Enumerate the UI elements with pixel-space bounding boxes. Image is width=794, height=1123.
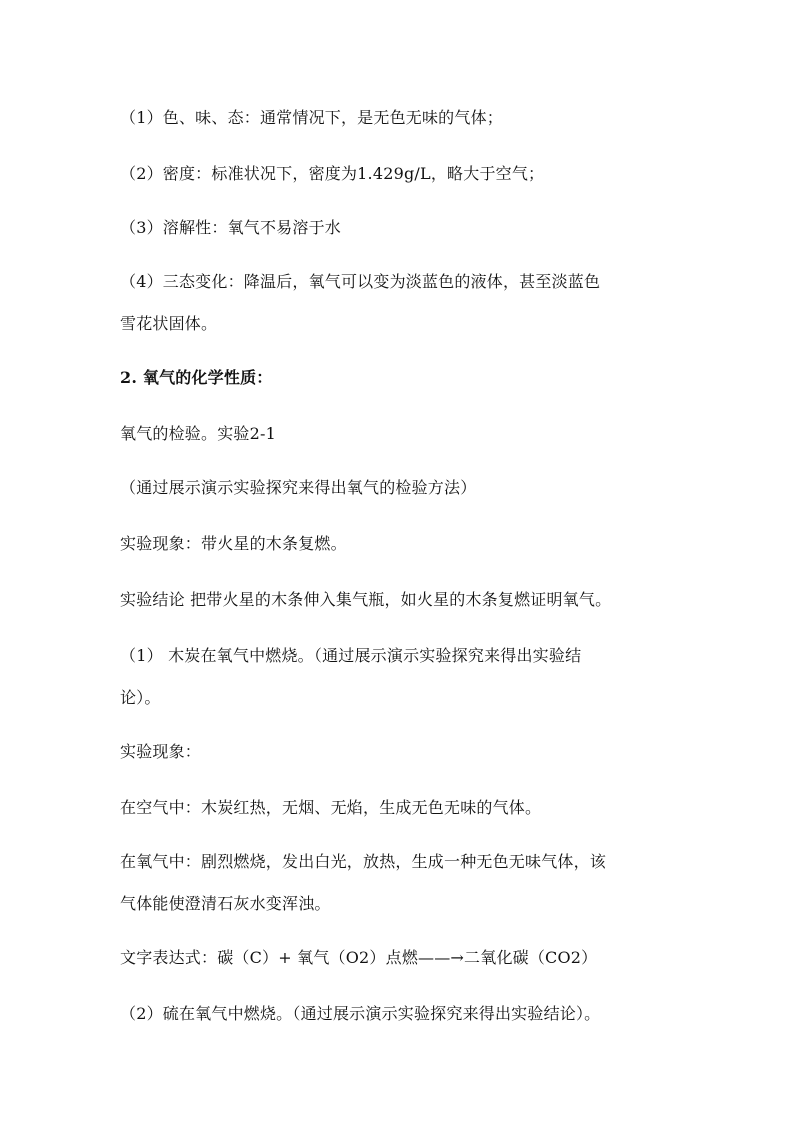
text-line-18: （2）硫在氧气中燃烧。（通过展示演示实验探究来得出实验结论）。 xyxy=(120,1004,601,1023)
section-heading: 2. 氧气的化学性质： xyxy=(120,368,273,387)
text-line-16: 气体能使澄清石灰水变浑浊。 xyxy=(120,894,331,913)
text-line-7: 氧气的检验。实验2-1 xyxy=(120,424,276,443)
text-line-12: 论）。 xyxy=(120,688,161,707)
text-line-2: （2）密度：标准状况下，密度为1.429g/L，略大于空气； xyxy=(120,164,545,183)
text-line-15: 在氧气中：剧烈燃烧，发出白光，放热，生成一种无色无味气体，该 xyxy=(120,852,607,871)
text-line-3: （3）溶解性：氧气不易溶于水 xyxy=(120,218,341,237)
text-line-1: （1）色、味、态：通常情况下，是无色无味的气体； xyxy=(120,108,503,127)
text-line-17: 文字表达式：碳（C）+ 氧气（O2）点燃——→二氧化碳（CO2） xyxy=(120,948,598,967)
text-line-11: （1） 木炭在氧气中燃烧。（通过展示演示实验探究来得出实验结 xyxy=(120,646,582,665)
text-line-10: 实验结论 把带火星的木条伸入集气瓶，如火星的木条复燃证明氧气。 xyxy=(120,590,612,609)
text-line-14: 在空气中：木炭红热，无烟、无焰，生成无色无味的气体。 xyxy=(120,798,542,817)
text-line-4: （4）三态变化：降温后，氧气可以变为淡蓝色的液体，甚至淡蓝色 xyxy=(120,272,601,291)
text-line-13: 实验现象： xyxy=(120,742,202,761)
text-line-8: （通过展示演示实验探究来得出氧气的检验方法） xyxy=(120,478,477,497)
text-line-9: 实验现象：带火星的木条复燃。 xyxy=(120,534,347,553)
text-line-5: 雪花状固体。 xyxy=(120,314,218,333)
